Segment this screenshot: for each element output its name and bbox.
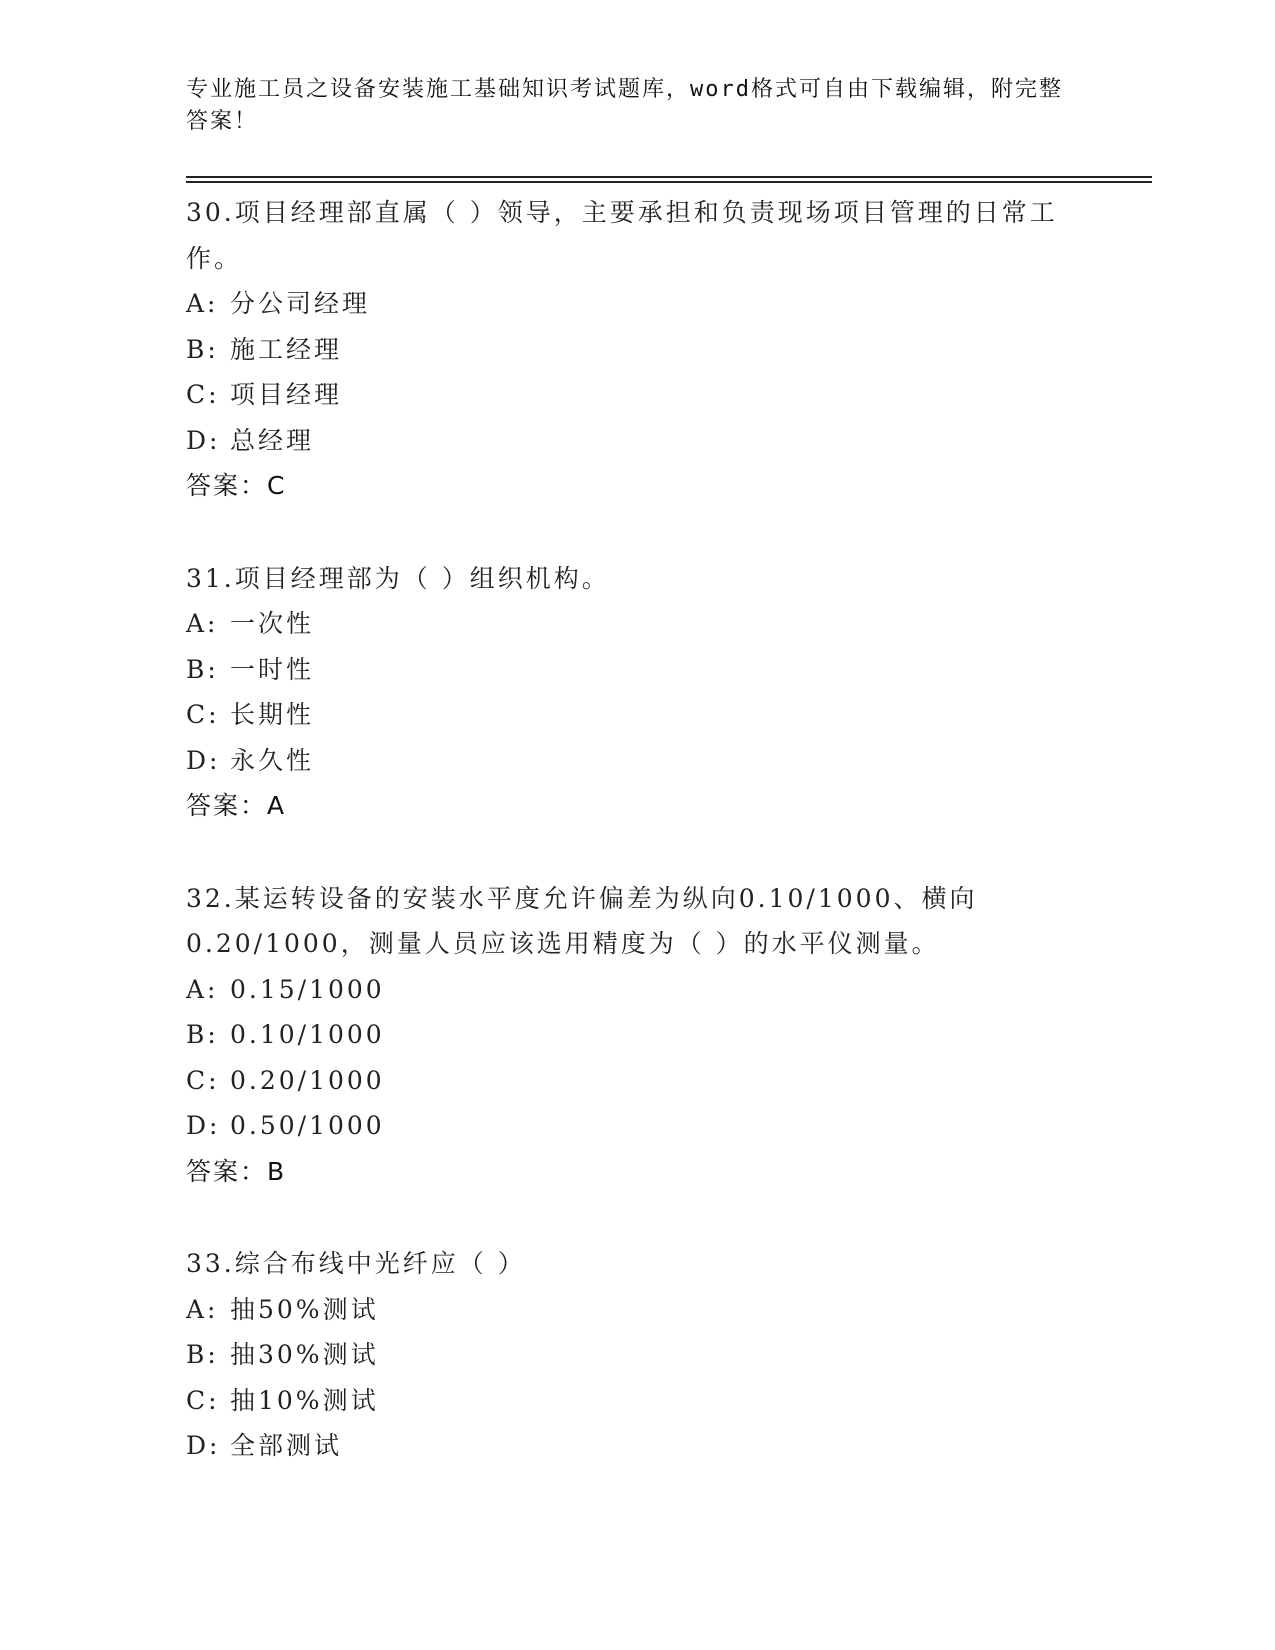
option-letter: A:: [186, 609, 219, 638]
document-header: [186, 74, 1066, 138]
question-number: 32.: [186, 883, 235, 913]
option-letter: D:: [186, 1431, 221, 1460]
header-divider-top: [186, 176, 1152, 178]
option-letter: B:: [186, 1020, 219, 1049]
option-text: 0.20/1000: [230, 1065, 385, 1095]
option-letter: B:: [186, 334, 219, 364]
option-c: [186, 372, 1086, 418]
option-c: [186, 692, 1086, 738]
option-text: 一时性: [230, 654, 315, 684]
option-text: 分公司经理: [230, 289, 371, 318]
question-text: 综合布线中光纤应（ ）: [234, 1249, 526, 1278]
option-c: [186, 1378, 1086, 1424]
option-letter: C:: [186, 700, 220, 729]
question-text: 某运转设备的安装水平度允许偏差为纵向0.10/1000、横向0.20/1000，测量人员应该选用精度为（ ）的水平仪测量。: [186, 883, 978, 958]
question-number: 31.: [186, 563, 235, 593]
option-letter: B:: [186, 1340, 219, 1369]
option-letter: C:: [186, 380, 220, 409]
option-text: 施工经理: [230, 334, 343, 364]
question-stem: [186, 556, 1086, 602]
question-stem: [186, 190, 1086, 281]
option-letter: D:: [186, 1111, 221, 1140]
option-a: [186, 601, 1086, 647]
option-letter: C:: [186, 1385, 220, 1415]
answer-line: 答案：C: [186, 471, 287, 500]
option-letter: A:: [186, 1294, 219, 1324]
option-text: 抽30%测试: [230, 1340, 379, 1369]
option-d: [186, 738, 1086, 784]
option-text: 项目经理: [230, 380, 343, 409]
option-b: [186, 1012, 1086, 1058]
option-text: 抽10%测试: [230, 1385, 379, 1415]
option-letter: B:: [186, 654, 219, 684]
question-stem: [186, 1241, 1086, 1287]
option-a: [186, 967, 1086, 1013]
option-text: 一次性: [230, 609, 315, 638]
option-letter: A:: [186, 289, 219, 318]
question-stem: [186, 876, 1086, 967]
question-list: [186, 190, 1086, 1469]
question-32: [186, 876, 1086, 1195]
option-text: 0.50/1000: [230, 1111, 385, 1140]
option-letter: C:: [186, 1065, 220, 1095]
option-c: [186, 1058, 1086, 1104]
option-letter: D:: [186, 745, 221, 775]
question-number: 33.: [186, 1249, 235, 1278]
answer-line: 答案：B: [186, 1156, 287, 1186]
question-30: [186, 190, 1086, 509]
option-text: 永久性: [230, 745, 315, 775]
option-a: [186, 1287, 1086, 1333]
option-text: 总经理: [230, 425, 315, 455]
option-d: [186, 418, 1086, 464]
option-text: 全部测试: [230, 1431, 343, 1460]
option-text: 抽50%测试: [230, 1294, 379, 1324]
header-text: 专业施工员之设备安装施工基础知识考试题库，word格式可自由下载编辑，附完整答案！: [186, 77, 1063, 134]
option-text: 长期性: [230, 700, 315, 729]
option-b: [186, 1332, 1086, 1378]
option-a: [186, 281, 1086, 327]
option-b: [186, 327, 1086, 373]
question-text: 项目经理部为（ ）组织机构。: [234, 563, 610, 593]
header-divider-bottom: [186, 181, 1152, 183]
option-text: 0.10/1000: [230, 1020, 385, 1049]
option-b: [186, 647, 1086, 693]
option-text: 0.15/1000: [230, 974, 385, 1004]
question-31: [186, 556, 1086, 829]
option-d: [186, 1103, 1086, 1149]
option-d: [186, 1423, 1086, 1469]
question-33: [186, 1241, 1086, 1469]
answer-line: 答案：A: [186, 791, 287, 820]
option-letter: D:: [186, 425, 221, 455]
option-letter: A:: [186, 974, 219, 1004]
question-text: 项目经理部直属（ ）领导，主要承担和负责现场项目管理的日常工作。: [186, 198, 1058, 273]
question-number: 30.: [186, 198, 235, 227]
